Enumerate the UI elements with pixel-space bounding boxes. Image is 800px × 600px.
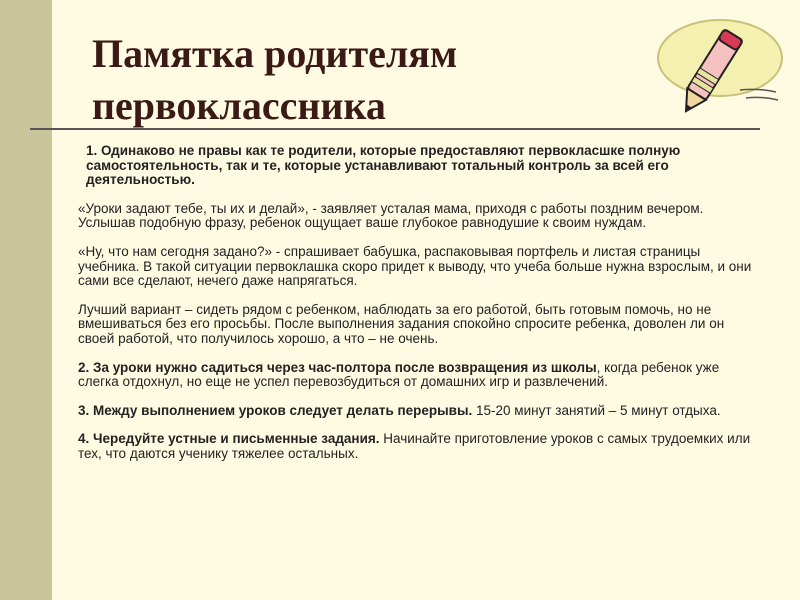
memo-point-4 <box>78 303 758 347</box>
left-sidebar-band <box>0 0 52 600</box>
point-5-text: , когда ребенок уже слегка отдохнул, но еще не успел перевозбудиться от домашних игр и развлечений. <box>78 359 720 390</box>
memo-point-6 <box>78 404 758 419</box>
memo-point-7 <box>78 432 758 461</box>
title-line-2: первоклассника <box>92 83 386 128</box>
memo-point-3 <box>78 245 758 289</box>
title-divider <box>30 128 760 130</box>
point-3-text: «Ну, что нам сегодня задано?» - спрашивает бабушка, распаковывая портфель и листая страницы учебника. В такой ситуации первоклашка скоро придет к выводу, что учеба больше нужна взрослым, и они сами все сделают, нечего даже напрягаться. <box>78 243 752 289</box>
title-line-1: Памятка родителям <box>92 31 458 76</box>
memo-point-1 <box>78 144 758 188</box>
point-6-bold: 3. Между выполнением уроков следует делать перерывы. <box>78 402 473 418</box>
memo-point-2 <box>78 202 758 231</box>
point-4-text: Лучший вариант – сидеть рядом с ребенком, наблюдать за его работой, быть готовым помочь, но не вмешиваться без его просьбы. После выполнения задания спокойно спросите ребенка, доволен ли он своей работой, что получилось хорошо, а что – не очень. <box>78 301 725 346</box>
point-5-bold: 2. За уроки нужно садиться через час-полтора после возвращения из школы <box>78 359 597 375</box>
pencil-icon <box>648 2 788 114</box>
point-2-text: «Уроки задают тебе, ты их и делай», - заявляет усталая мама, приходя с работы поздним вечером. Услышав подобную фразу, ребенок ощущает ваше глубокое равнодушие к своим нуждам. <box>78 200 704 231</box>
memo-point-5 <box>78 361 758 390</box>
point-1-bold: 1. Одинаково не правы как те родители, которые предоставляют первокласшке полную самостоятельность, так и те, которые устанавливают тотальный контроль за всей его деятельностью. <box>86 143 681 188</box>
memo-content <box>78 144 758 476</box>
point-6-text: 15-20 минут занятий – 5 минут отдыха. <box>472 402 721 418</box>
page-title <box>92 28 612 132</box>
point-7-text: Начинайте приготовление уроков с самых трудоемких или тех, что даются ученику тяжелее остальных. <box>78 431 751 461</box>
point-7-bold: 4. Чередуйте устные и письменные задания. <box>78 431 380 447</box>
